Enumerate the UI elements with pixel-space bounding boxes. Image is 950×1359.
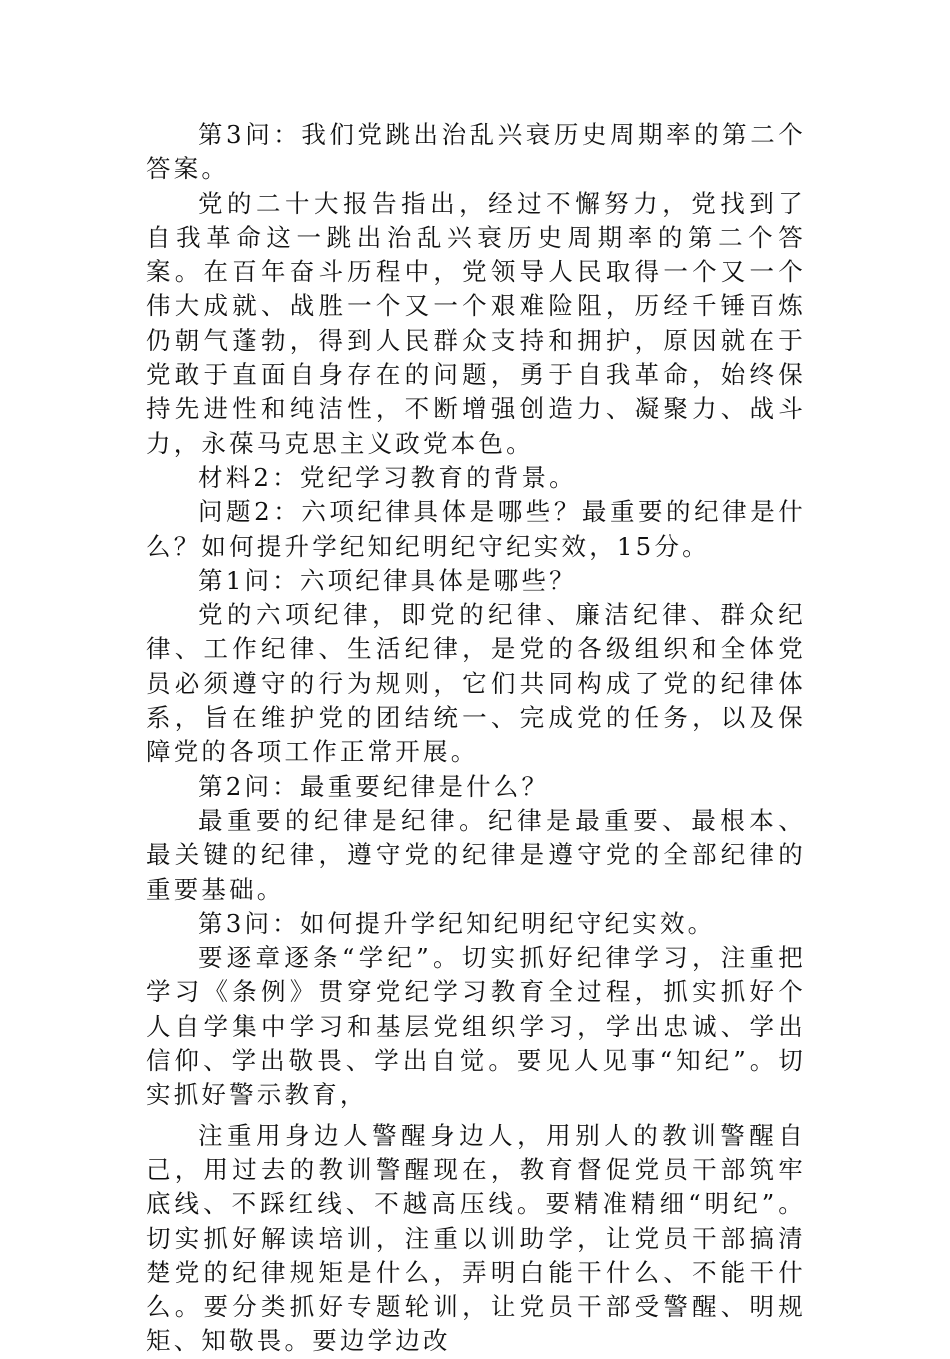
document-page: [146, 118, 806, 1359]
paragraph-question-2-heading: 第2问：最重要纪律是什么？: [198, 771, 550, 801]
paragraph-material-2: 材料2：党纪学习教育的背景。: [198, 462, 577, 492]
paragraph-question-1-heading: 第1问：六项纪律具体是哪些？: [198, 565, 577, 595]
paragraph-self-revolution: 党的二十大报告指出，经过不懈努力，党找到了自我革命这一跳出治乱兴衰历史周期率的第二个答案。在百年奋斗历程中，党领导人民取得一个又一个伟大成就、战胜一个又一个艰难险阻，历经千锤百炼仍朝气蓬勃，得到人民群众支持和拥护，原因就在于党敢于直面自身存在的问题，勇于自我革命，始终保持先进性和纯洁性，不断增强创造力、凝聚力、战斗力，永葆马克思主义政党本色。: [146, 188, 806, 458]
paragraph-six-disciplines: 党的六项纪律，即党的纪律、廉洁纪律、群众纪律、工作纪律、生活纪律，是党的各级组织和全体党员必须遵守的行为规则，它们共同构成了党的纪律体系，旨在维护党的团结统一、完成党的任务，以及保障党的各项工作正常开展。: [146, 600, 806, 767]
paragraph-problem-2: 问题2：六项纪律具体是哪些？最重要的纪律是什么？如何提升学纪知纪明纪守纪实效，15分。: [146, 497, 806, 561]
paragraph-warning-education: 注重用身边人警醒身边人，用别人的教训警醒自己，用过去的教训警醒现在，教育督促党员干部筑牢底线、不踩红线、不越高压线。要精准精细“明纪”。切实抓好解读培训，注重以训助学，让党员干部搞清楚党的纪律规矩是什么，弄明白能干什么、不能干什么。要分类抓好专题轮训，让党员干部受警醒、明规矩、知敬畏。要边学边改: [146, 1120, 806, 1356]
paragraph-study-discipline: 要逐章逐条“学纪”。切实抓好纪律学习，注重把学习《条例》贯穿党纪学习教育全过程，抓实抓好个人自学集中学习和基层党组织学习，学出忠诚、学出信仰、学出敬畏、学出自觉。要见人见事“知纪”。切实抓好警示教育，: [146, 943, 806, 1110]
paragraph-question-3-heading: 第3问：我们党跳出治乱兴衰历史周期率的第二个答案。: [146, 120, 806, 184]
paragraph-question-3b-heading: 第3问：如何提升学纪知纪明纪守纪实效。: [198, 908, 716, 938]
paragraph-most-important-discipline: 最重要的纪律是纪律。纪律是最重要、最根本、最关键的纪律，遵守党的纪律是遵守党的全部纪律的重要基础。: [146, 805, 806, 904]
